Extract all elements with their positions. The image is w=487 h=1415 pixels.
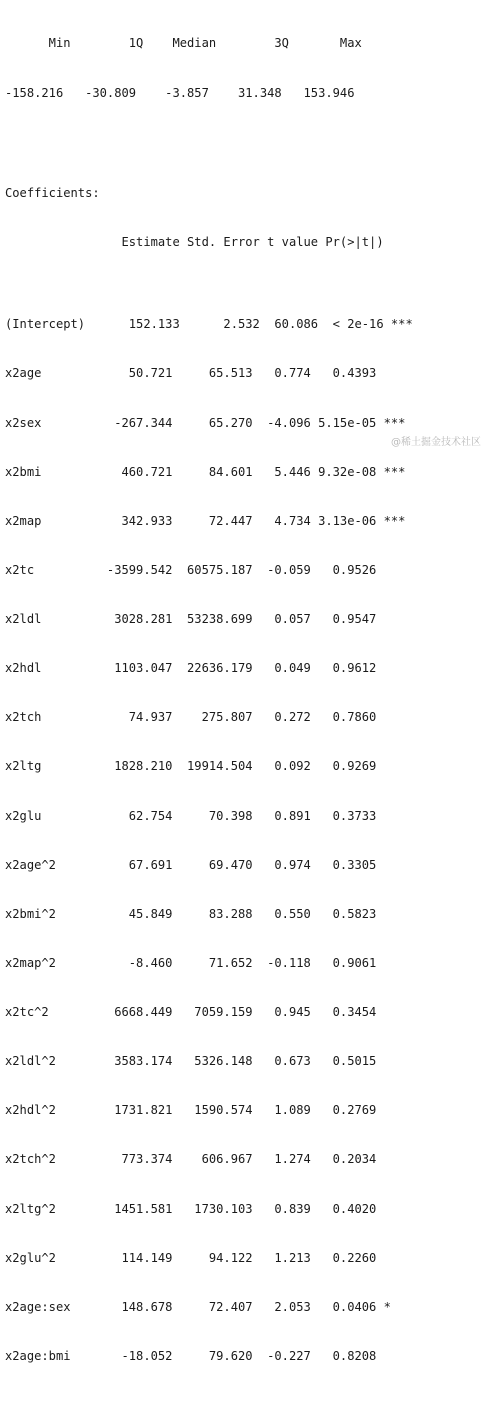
coef-row: x2sex -267.344 65.270 -4.096 5.15e-05 ***: [5, 415, 406, 430]
coef-row: x2age:bmi -18.052 79.620 -0.227 0.8208: [5, 1348, 406, 1363]
coefficients-header: Estimate Std. Error t value Pr(>|t|): [5, 235, 413, 250]
coef-row: x2age^2 67.691 69.470 0.974 0.3305: [5, 857, 406, 872]
coef-row: x2hdl^2 1731.821 1590.574 1.089 0.2769: [5, 1103, 406, 1118]
coef-row: (Intercept) 152.133 2.532 60.086 < 2e-16 ***: [5, 317, 413, 332]
coef-row: x2map 342.933 72.447 4.734 3.13e-06 ***: [5, 513, 406, 528]
coef-row: x2ldl^2 3583.174 5326.148 0.673 0.5015: [5, 1054, 406, 1069]
coef-row: x2tch^2 773.374 606.967 1.274 0.2034: [5, 1152, 406, 1167]
coef-row: x2tc -3599.542 60575.187 -0.059 0.9526: [5, 562, 406, 577]
coef-row: x2tch 74.937 275.807 0.272 0.7860: [5, 710, 406, 725]
coef-row: x2glu 62.754 70.398 0.891 0.3733: [5, 808, 406, 823]
coefficients-title: Coefficients:: [5, 185, 100, 200]
residuals-header: Min 1Q Median 3Q Max: [5, 36, 370, 51]
coef-row: x2bmi 460.721 84.601 5.446 9.32e-08 ***: [5, 464, 406, 479]
coef-row: x2ltg 1828.210 19914.504 0.092 0.9269: [5, 759, 406, 774]
coef-row: x2tc^2 6668.449 7059.159 0.945 0.3454: [5, 1005, 406, 1020]
coef-row: x2glu^2 114.149 94.122 1.213 0.2260: [5, 1250, 406, 1265]
coef-row: x2bmi^2 45.849 83.288 0.550 0.5823: [5, 906, 406, 921]
coef-row: x2ltg^2 1451.581 1730.103 0.839 0.4020: [5, 1201, 406, 1216]
coef-row: x2ldl 3028.281 53238.699 0.057 0.9547: [5, 612, 406, 627]
watermark: @稀土掘金技术社区: [391, 437, 481, 448]
residuals-values: -158.216 -30.809 -3.857 31.348 153.946: [5, 85, 362, 100]
coef-row: x2hdl 1103.047 22636.179 0.049 0.9612: [5, 661, 406, 676]
coef-row: x2age 50.721 65.513 0.774 0.4393: [5, 366, 406, 381]
coef-row: x2age:sex 148.678 72.407 2.053 0.0406 *: [5, 1299, 406, 1314]
coef-row: x2map^2 -8.460 71.652 -0.118 0.9061: [5, 955, 406, 970]
coefficients-table: [5, 284, 483, 1398]
r-console-output: [5, 2, 483, 1415]
blank-line: [5, 135, 483, 152]
